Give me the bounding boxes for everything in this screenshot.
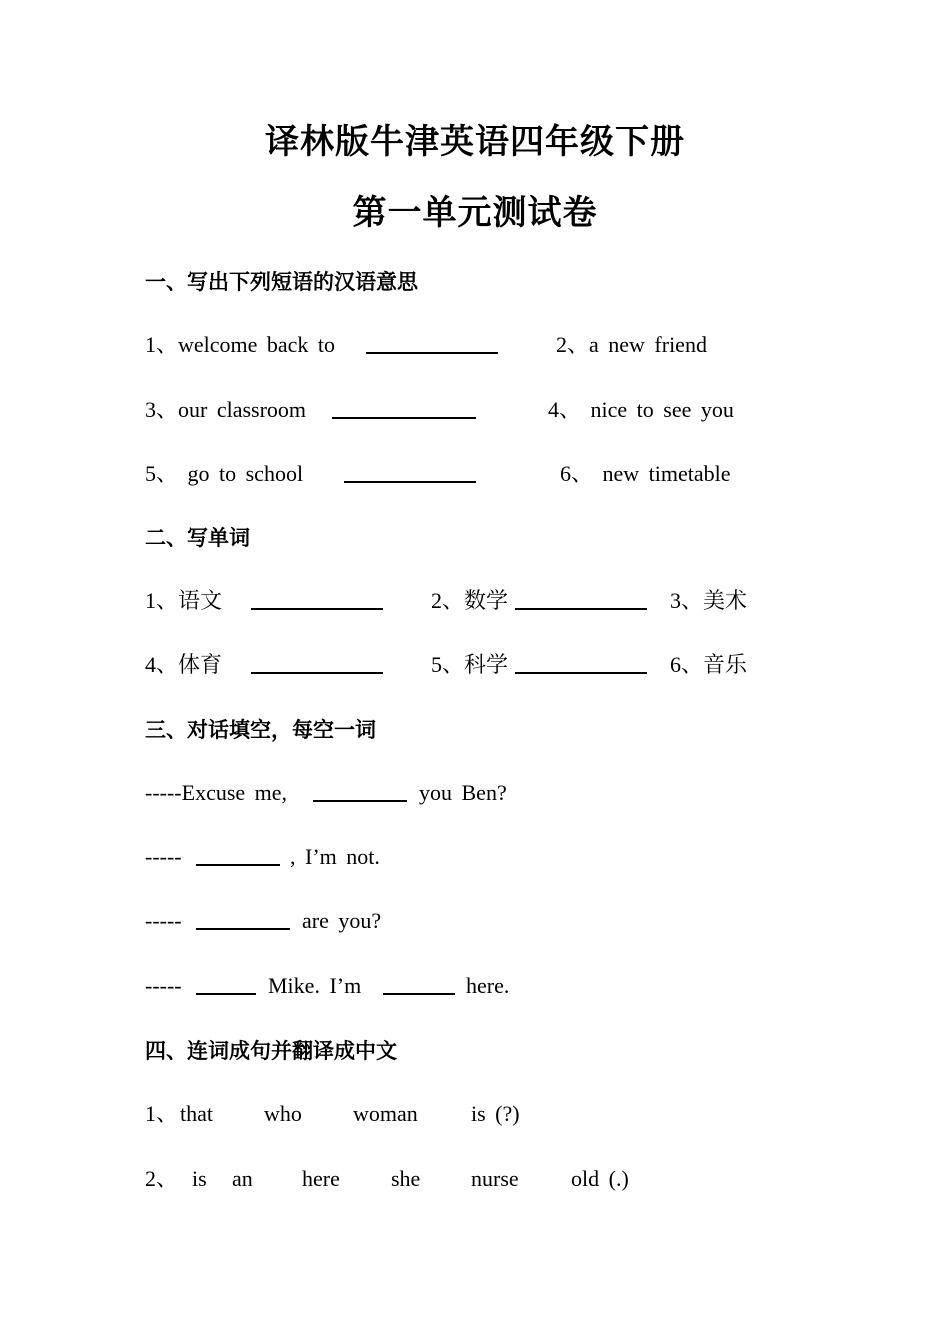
s2-item-1: 1、语文 — [145, 588, 223, 613]
s1-item-4: 4、 nice to see you — [548, 397, 734, 422]
s3-line4-suffix: here. — [466, 973, 510, 998]
s3-line2-suffix: , I’m not. — [290, 844, 380, 869]
s1-item-1: 1、welcome back to — [145, 332, 336, 357]
s2-item-3: 3、美术 — [670, 588, 748, 613]
s4-s1-word: that — [180, 1101, 213, 1126]
s3-blank-1[interactable] — [313, 800, 407, 802]
s4-s1-word: woman — [353, 1101, 418, 1126]
s4-s2-word: is — [192, 1166, 207, 1191]
s4-s2-word: here — [302, 1166, 340, 1191]
page-title: 译林版牛津英语四年级下册 — [265, 122, 685, 162]
s3-line1-suffix: you Ben? — [419, 780, 507, 805]
section2-heading: 二、写单词 — [145, 526, 250, 550]
section4-heading: 四、连词成句并翻译成中文 — [145, 1039, 397, 1063]
s1-blank-1[interactable] — [366, 352, 498, 354]
s1-item-2: 2、a new friend — [556, 332, 707, 357]
s3-blank-5[interactable] — [383, 993, 455, 995]
s2-item-2: 2、数学 — [431, 588, 509, 613]
s1-blank-3[interactable] — [332, 417, 476, 419]
s2-item-5: 5、科学 — [431, 652, 509, 677]
s3-blank-2[interactable] — [196, 864, 280, 866]
s2-blank-1[interactable] — [251, 608, 383, 610]
s2-blank-2[interactable] — [515, 608, 647, 610]
s4-s1-word: is (?) — [471, 1101, 520, 1126]
s3-blank-3[interactable] — [196, 928, 290, 930]
page-subtitle: 第一单元测试卷 — [352, 193, 598, 233]
s3-line3-prefix: ----- — [145, 908, 182, 933]
s4-s2-number: 2、 — [145, 1166, 179, 1191]
s1-item-3: 3、our classroom — [145, 397, 307, 422]
s3-line3-suffix: are you? — [302, 908, 382, 933]
section3-heading: 三、对话填空，每空一词 — [145, 718, 376, 742]
s2-blank-4[interactable] — [251, 672, 383, 674]
s1-blank-5[interactable] — [344, 481, 476, 483]
s1-item-5: 5、 go to school — [145, 461, 304, 486]
s4-s1-word: who — [264, 1101, 302, 1126]
s2-item-6: 6、音乐 — [670, 652, 748, 677]
s3-line1-prefix: -----Excuse me, — [145, 780, 288, 805]
s3-line2-prefix: ----- — [145, 844, 182, 869]
s1-item-6: 6、 new timetable — [560, 461, 731, 486]
section1-heading: 一、写出下列短语的汉语意思 — [145, 270, 418, 294]
s3-line4-middle: Mike. I’m — [268, 973, 362, 998]
s2-blank-5[interactable] — [515, 672, 647, 674]
s2-item-4: 4、体育 — [145, 652, 223, 677]
s4-s2-word: she — [391, 1166, 421, 1191]
s3-blank-4[interactable] — [196, 993, 256, 995]
s4-s1-number: 1、 — [145, 1101, 179, 1126]
s3-line4-prefix: ----- — [145, 973, 182, 998]
s4-s2-word: nurse — [471, 1166, 519, 1191]
s4-s2-word: old (.) — [571, 1166, 629, 1191]
s4-s2-word: an — [232, 1166, 253, 1191]
